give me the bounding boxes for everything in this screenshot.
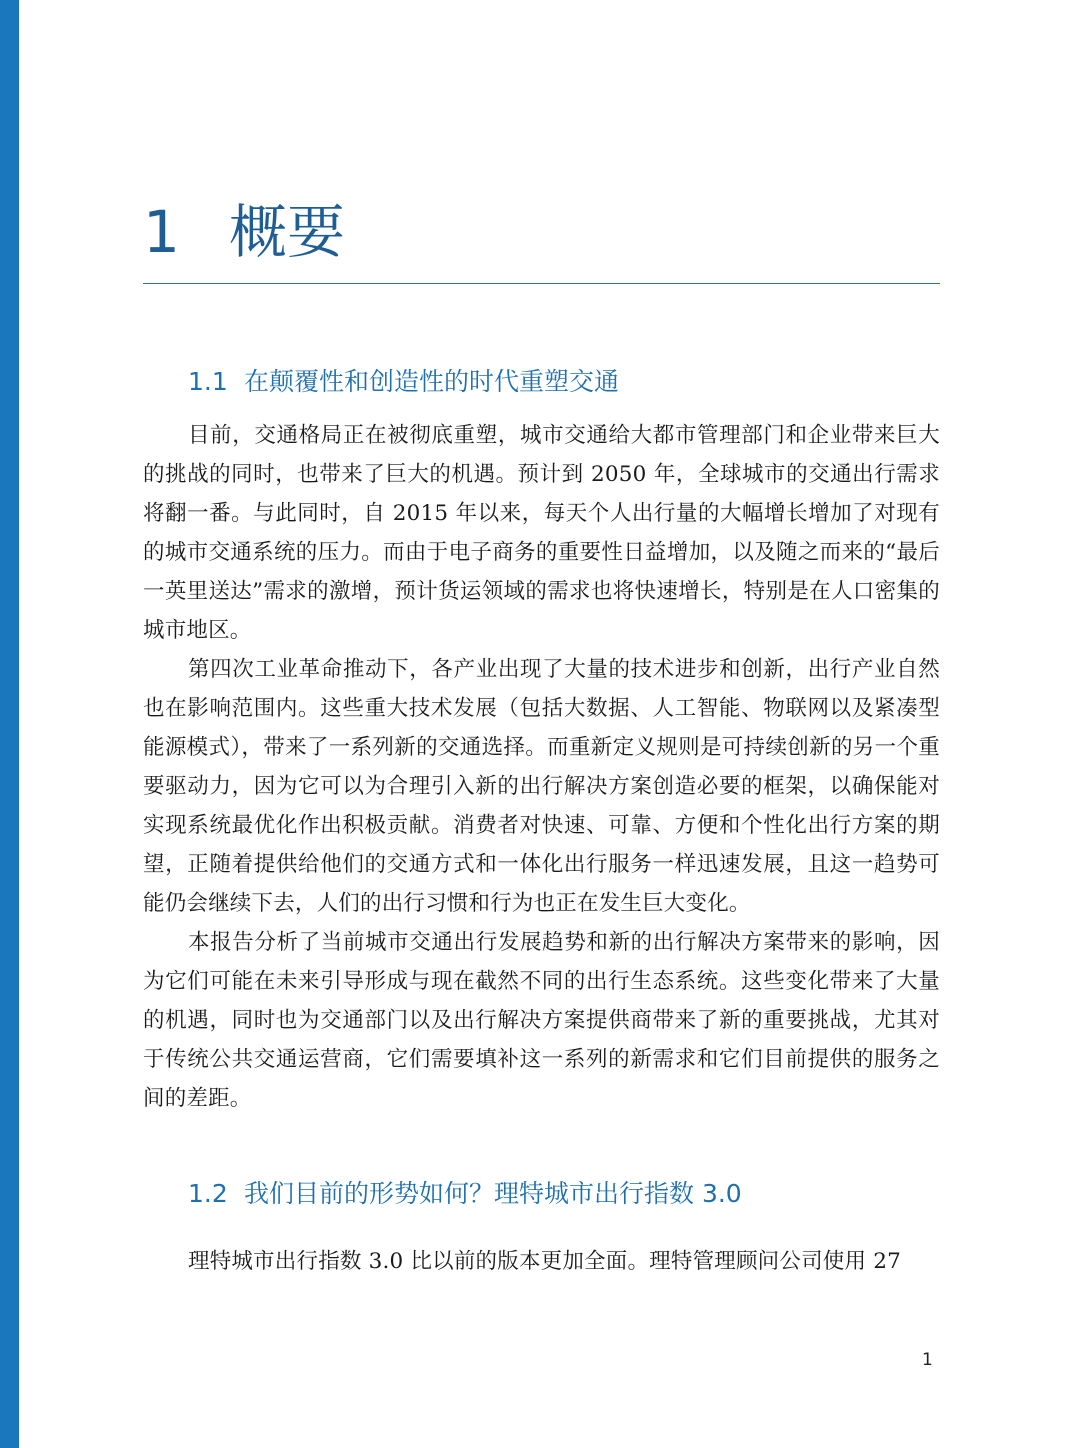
chapter-title [143, 192, 345, 272]
page-number: 1 [922, 1350, 933, 1370]
section-1-1-body [143, 416, 940, 1118]
section-title-text: 我们目前的形势如何？理特城市出行指数 3.0 [244, 1179, 742, 1208]
section-number: 1.1 [188, 367, 228, 396]
paragraph: 目前，交通格局正在被彻底重塑，城市交通给大都市管理部门和企业带来巨大的挑战的同时，也带来了巨大的机遇。预计到 2050 年，全球城市的交通出行需求将翻一番。与此同时，自 2015 年以来，每天个人出行量的大幅增长增加了对现有的城市交通系统的压力。而由于电子商务的重要性日益增加，以及随之而来的“最后一英里送达”需求的激增，预计货运领域的需求也将快速增长，特别是在人口密集的城市地区。 [143, 423, 940, 643]
chapter-number: 1 [143, 198, 180, 266]
section-title-text: 在颠覆性和创造性的时代重塑交通 [244, 367, 620, 396]
left-accent-bar [0, 0, 19, 1448]
section-number: 1.2 [188, 1179, 228, 1208]
section-title-1-1 [188, 364, 619, 400]
section-1-2-body [143, 1242, 940, 1281]
chapter-divider [143, 283, 940, 284]
chapter-title-text: 概要 [229, 198, 346, 266]
paragraph: 本报告分析了当前城市交通出行发展趋势和新的出行解决方案带来的影响，因为它们可能在未来引导形成与现在截然不同的出行生态系统。这些变化带来了大量的机遇，同时也为交通部门以及出行解决方案提供商带来了新的重要挑战，尤其对于传统公共交通运营商，它们需要填补这一系列的新需求和它们目前提供的服务之间的差距。 [143, 930, 940, 1111]
paragraph: 理特城市出行指数 3.0 比以前的版本更加全面。理特管理顾问公司使用 27 [188, 1249, 901, 1274]
section-title-1-2 [188, 1176, 742, 1212]
paragraph: 第四次工业革命推动下，各产业出现了大量的技术进步和创新，出行产业自然也在影响范围内。这些重大技术发展（包括大数据、人工智能、物联网以及紧凑型能源模式），带来了一系列新的交通选择。而重新定义规则是可持续创新的另一个重要驱动力，因为它可以为合理引入新的出行解决方案创造必要的框架，以确保能对实现系统最优化作出积极贡献。消费者对快速、可靠、方便和个性化出行方案的期望，正随着提供给他们的交通方式和一体化出行服务一样迅速发展，且这一趋势可能仍会继续下去，人们的出行习惯和行为也正在发生巨大变化。 [143, 657, 940, 916]
